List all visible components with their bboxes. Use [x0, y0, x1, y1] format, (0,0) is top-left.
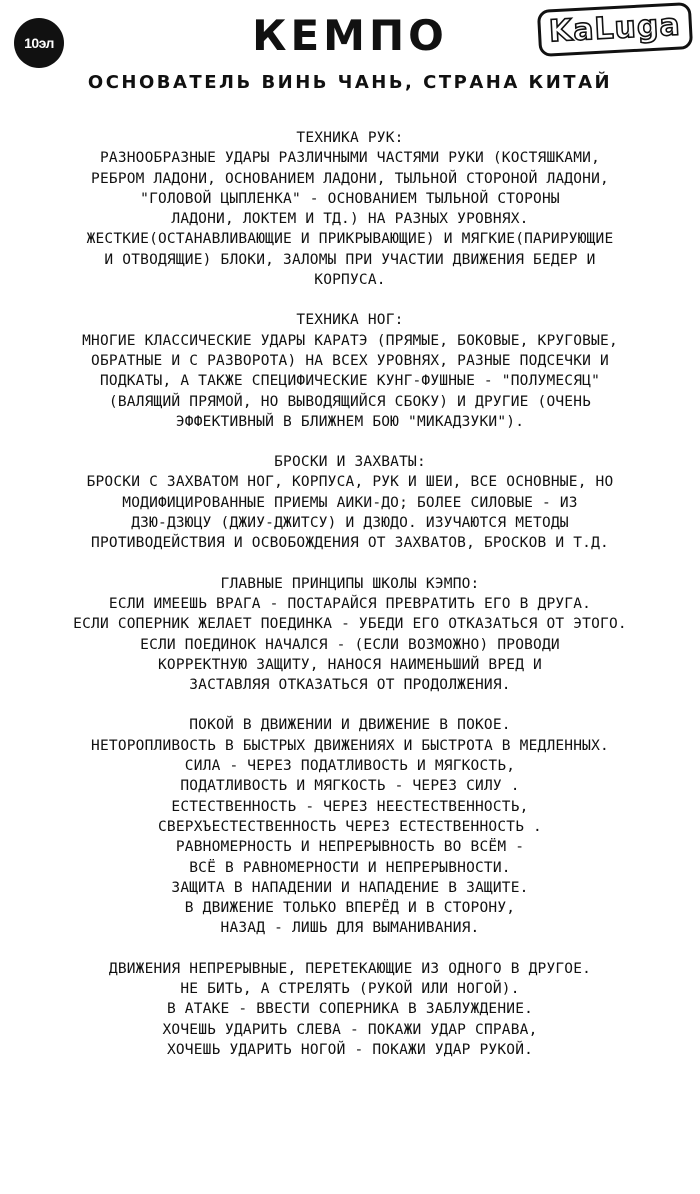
text-line: В ДВИЖЕНИЕ ТОЛЬКО ВПЕРЁД И В СТОРОНУ, [184, 900, 516, 917]
text-line: "ГОЛОВОЙ ЦЫПЛЕНКА" - ОСНОВАНИЕМ ТЫЛЬНОЙ СТОРОНЫ [140, 190, 560, 207]
text-line: ЕСЛИ ИМЕЕШЬ ВРАГА - ПОСТАРАЙСЯ ПРЕВРАТИТЬ ЕГО В ДРУГА. [108, 595, 592, 612]
text-line: ЖЕСТКИЕ(ОСТАНАВЛИВАЮЩИЕ И ПРИКРЫВАЮЩИЕ) И МЯГКИЕ(ПАРИРУЮЩИЕ [86, 231, 614, 248]
text-line: ЕСЛИ СОПЕРНИК ЖЕЛАЕТ ПОЕДИНКА - УБЕДИ ЕГО ОТКАЗАТЬСЯ ОТ ЭТОГО. [73, 616, 627, 633]
text-line: ЗАСТАВЛЯЯ ОТКАЗАТЬСЯ ОТ ПРОДОЛЖЕНИЯ. [189, 677, 511, 694]
text-line: БРОСКИ С ЗАХВАТОМ НОГ, КОРПУСА, РУК И ШЕИ, ВСЕ ОСНОВНЫЕ, НО [86, 474, 614, 491]
text-line: ХОЧЕШЬ УДАРИТЬ СЛЕВА - ПОКАЖИ УДАР СПРАВА, [162, 1021, 538, 1038]
section-heading: ТЕХНИКА НОГ: [296, 312, 404, 329]
text-line: ПОДАТЛИВОСТЬ И МЯГКОСТЬ - ЧЕРЕЗ СИЛУ . [180, 778, 520, 795]
article-body [30, 128, 670, 1080]
text-section [30, 574, 670, 696]
kaluga-logo: KaLuga [537, 2, 693, 57]
text-line: И ОТВОДЯЩИЕ) БЛОКИ, ЗАЛОМЫ ПРИ УЧАСТИИ ДВИЖЕНИЯ БЕДЕР И [104, 251, 596, 268]
text-line: ЗАЩИТА В НАПАДЕНИИ И НАПАДЕНИЕ В ЗАЩИТЕ. [171, 879, 529, 896]
text-line: ОБРАТНЫЕ И С РАЗВОРОТА) НА ВСЕХ УРОВНЯХ, РАЗНЫЕ ПОДСЕЧКИ И [91, 352, 609, 369]
text-section [30, 452, 670, 553]
text-line: СВЕРХЪЕСТЕСТВЕННОСТЬ ЧЕРЕЗ ЕСТЕСТВЕННОСТЬ . [158, 818, 542, 835]
text-line: РАЗНООБРАЗНЫЕ УДАРЫ РАЗЛИЧНЫМИ ЧАСТЯМИ РУКИ (КОСТЯШКАМИ, [99, 150, 601, 167]
text-line: НЕТОРОПЛИВОСТЬ В БЫСТРЫХ ДВИЖЕНИЯХ И БЫСТРОТА В МЕДЛЕННЫХ. [91, 737, 609, 754]
text-line: В АТАКЕ - ВВЕСТИ СОПЕРНИКА В ЗАБЛУЖДЕНИЕ. [166, 1001, 534, 1018]
text-line: ЕСЛИ ПОЕДИНОК НАЧАЛСЯ - (ЕСЛИ ВОЗМОЖНО) ПРОВОДИ [140, 636, 560, 653]
page-title: КЕМПО [252, 11, 448, 60]
text-line: МНОГИЕ КЛАССИЧЕСКИЕ УДАРЫ КАРАТЭ (ПРЯМЫЕ, БОКОВЫЕ, КРУГОВЫЕ, [82, 332, 618, 349]
text-line: ЕСТЕСТВЕННОСТЬ - ЧЕРЕЗ НЕЕСТЕСТВЕННОСТЬ, [171, 798, 529, 815]
text-line: ХОЧЕШЬ УДАРИТЬ НОГОЙ - ПОКАЖИ УДАР РУКОЙ. [166, 1041, 534, 1058]
text-section [30, 959, 670, 1060]
text-line: ДЗЮ-ДЗЮЦУ (ДЖИУ-ДЖИТСУ) И ДЗЮДО. ИЗУЧАЮТСЯ МЕТОДЫ [131, 515, 569, 532]
text-line: ЭФФЕКТИВНЫЙ В БЛИЖНЕМ БОЮ "МИКАДЗУКИ"). [175, 413, 525, 430]
page-subtitle: ОСНОВАТЕЛЬ ВИНЬ ЧАНЬ, СТРАНА КИТАЙ [87, 72, 613, 93]
text-line: КОРРЕКТНУЮ ЗАЩИТУ, НАНОСЯ НАИМЕНЬШИЙ ВРЕД И [158, 656, 542, 673]
section-heading: ГЛАВНЫЕ ПРИНЦИПЫ ШКОЛЫ КЭМПО: [220, 575, 480, 592]
text-line: СИЛА - ЧЕРЕЗ ПОДАТЛИВОСТЬ И МЯГКОСТЬ, [184, 758, 516, 775]
text-line: ПОДКАТЫ, А ТАКЖЕ СПЕЦИФИЧЕСКИЕ КУНГ-ФУШНЫЕ - "ПОЛУМЕСЯЦ" [99, 373, 601, 390]
text-line: НЕ БИТЬ, А СТРЕЛЯТЬ (РУКОЙ ИЛИ НОГОЙ). [180, 980, 520, 997]
section-heading: ТЕХНИКА РУК: [296, 130, 404, 146]
section-heading: БРОСКИ И ЗАХВАТЫ: [274, 454, 426, 471]
text-section [30, 715, 670, 938]
text-line: ЛАДОНИ, ЛОКТЕМ И ТД.) НА РАЗНЫХ УРОВНЯХ. [171, 211, 529, 228]
text-line: ДВИЖЕНИЯ НЕПРЕРЫВНЫЕ, ПЕРЕТЕКАЮЩИЕ ИЗ ОДНОГО В ДРУГОЕ. [108, 960, 592, 977]
text-line: (ВАЛЯЩИЙ ПРЯМОЙ, НО ВЫВОДЯЩИЙСЯ СБОКУ) И ДРУГИЕ (ОЧЕНЬ [108, 393, 592, 410]
text-line: ПОКОЙ В ДВИЖЕНИИ И ДВИЖЕНИЕ В ПОКОЕ. [189, 717, 511, 734]
text-line: МОДИФИЦИРОВАННЫЕ ПРИЕМЫ АИКИ-ДО; БОЛЕЕ СИЛОВЫЕ - ИЗ [122, 494, 578, 511]
text-line: НАЗАД - ЛИШЬ ДЛЯ ВЫМАНИВАНИЯ. [220, 920, 480, 937]
text-line: ПРОТИВОДЕЙСТВИЯ И ОСВОБОЖДЕНИЯ ОТ ЗАХВАТОВ, БРОСКОВ И Т.Д. [91, 535, 609, 552]
chapter-badge-label: 10эл [24, 35, 54, 51]
text-line: КОРПУСА. [314, 272, 386, 289]
text-section [30, 128, 670, 290]
text-line: РАВНОМЕРНОСТЬ И НЕПРЕРЫВНОСТЬ ВО ВСЁМ - [175, 839, 525, 856]
text-line: ВСЁ В РАВНОМЕРНОСТИ И НЕПРЕРЫВНОСТИ. [189, 859, 511, 876]
text-section [30, 310, 670, 432]
text-line: РЕБРОМ ЛАДОНИ, ОСНОВАНИЕМ ЛАДОНИ, ТЫЛЬНОЙ СТОРОНОЙ ЛАДОНИ, [91, 170, 609, 187]
